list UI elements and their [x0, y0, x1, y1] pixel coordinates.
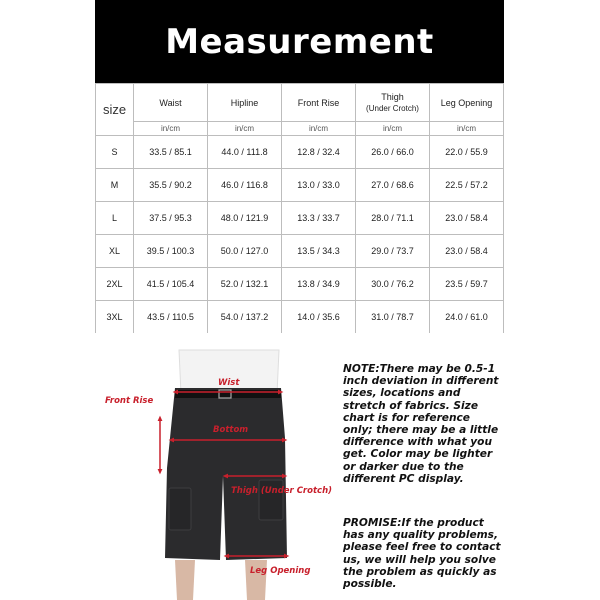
unit-cell: in/cm: [134, 122, 208, 136]
table-cell: 52.0 / 132.1: [208, 268, 282, 301]
title-banner: [95, 0, 504, 83]
wist-label: Wist: [218, 378, 240, 388]
table-cell: 33.5 / 85.1: [134, 136, 208, 169]
table-cell: 37.5 / 95.3: [134, 202, 208, 235]
table-cell: 23.0 / 58.4: [430, 202, 504, 235]
promise-text: PROMISE:If the product has any quality problems, please feel free to contact us, we will help you solve the problem as quickly as possible.: [343, 517, 501, 591]
table-cell: 13.0 / 33.0: [282, 169, 356, 202]
table-row: [96, 136, 504, 169]
table-cell: 12.8 / 32.4: [282, 136, 356, 169]
table-row: [96, 268, 504, 301]
thigh-label: Thigh (Under Crotch): [231, 486, 333, 496]
note-text: NOTE:There may be 0.5-1 inch deviation in different sizes, locations and stretch of fabrics. Size chart is for reference only; there may be a little difference with what you get. Color may be lighter or darker due to the different PC display.: [343, 363, 499, 485]
size-label: 3XL: [96, 301, 134, 334]
col-thigh-label: Thigh: [381, 91, 404, 102]
table-cell: 46.0 / 116.8: [208, 169, 282, 202]
size-label: M: [96, 169, 134, 202]
page-title: Measurement: [165, 21, 434, 62]
size-label: S: [96, 136, 134, 169]
col-hipline: Hipline: [208, 84, 282, 122]
table-row: [96, 169, 504, 202]
unit-cell: in/cm: [208, 122, 282, 136]
table-cell: 14.0 / 35.6: [282, 301, 356, 334]
table-cell: 54.0 / 137.2: [208, 301, 282, 334]
size-header: size: [96, 84, 134, 136]
col-thigh: [356, 84, 430, 122]
col-leg-opening: Leg Opening: [430, 84, 504, 122]
table-cell: 44.0 / 111.8: [208, 136, 282, 169]
table-header-row: [96, 84, 504, 122]
table-cell: 22.5 / 57.2: [430, 169, 504, 202]
cargo-pocket-left: [169, 488, 191, 530]
table-row: [96, 301, 504, 334]
unit-cell: in/cm: [356, 122, 430, 136]
table-cell: 30.0 / 76.2: [356, 268, 430, 301]
table-cell: 35.5 / 90.2: [134, 169, 208, 202]
table-cell: 22.0 / 55.9: [430, 136, 504, 169]
bottom-label: Bottom: [213, 425, 249, 435]
table-cell: 41.5 / 105.4: [134, 268, 208, 301]
col-waist: Waist: [134, 84, 208, 122]
table-cell: 24.0 / 61.0: [430, 301, 504, 334]
table-cell: 48.0 / 121.9: [208, 202, 282, 235]
belt: [175, 390, 281, 398]
front-rise-label: Front Rise: [105, 396, 154, 406]
table-row: [96, 235, 504, 268]
shorts-shape: [165, 388, 287, 560]
table-row: [96, 202, 504, 235]
table-cell: 43.5 / 110.5: [134, 301, 208, 334]
table-cell: 39.5 / 100.3: [134, 235, 208, 268]
table-cell: 23.0 / 58.4: [430, 235, 504, 268]
col-front-rise: Front Rise: [282, 84, 356, 122]
table-cell: 27.0 / 68.6: [356, 169, 430, 202]
col-thigh-sub: (Under Crotch): [366, 103, 419, 113]
table-cell: 26.0 / 66.0: [356, 136, 430, 169]
unit-cell: in/cm: [430, 122, 504, 136]
table-cell: 50.0 / 127.0: [208, 235, 282, 268]
size-label: XL: [96, 235, 134, 268]
left-leg: [175, 560, 195, 600]
unit-cell: in/cm: [282, 122, 356, 136]
shorts-measurement-diagram: [95, 348, 335, 600]
table-cell: 13.5 / 34.3: [282, 235, 356, 268]
table-cell: 13.8 / 34.9: [282, 268, 356, 301]
size-label: L: [96, 202, 134, 235]
table-cell: 29.0 / 73.7: [356, 235, 430, 268]
size-table: [95, 83, 504, 333]
table-cell: 23.5 / 59.7: [430, 268, 504, 301]
table-cell: 28.0 / 71.1: [356, 202, 430, 235]
unit-row: [96, 122, 504, 136]
table-cell: 13.3 / 33.7: [282, 202, 356, 235]
size-label: 2XL: [96, 268, 134, 301]
notes-panel: [343, 363, 503, 590]
table-cell: 31.0 / 78.7: [356, 301, 430, 334]
leg-opening-label: Leg Opening: [250, 566, 311, 576]
